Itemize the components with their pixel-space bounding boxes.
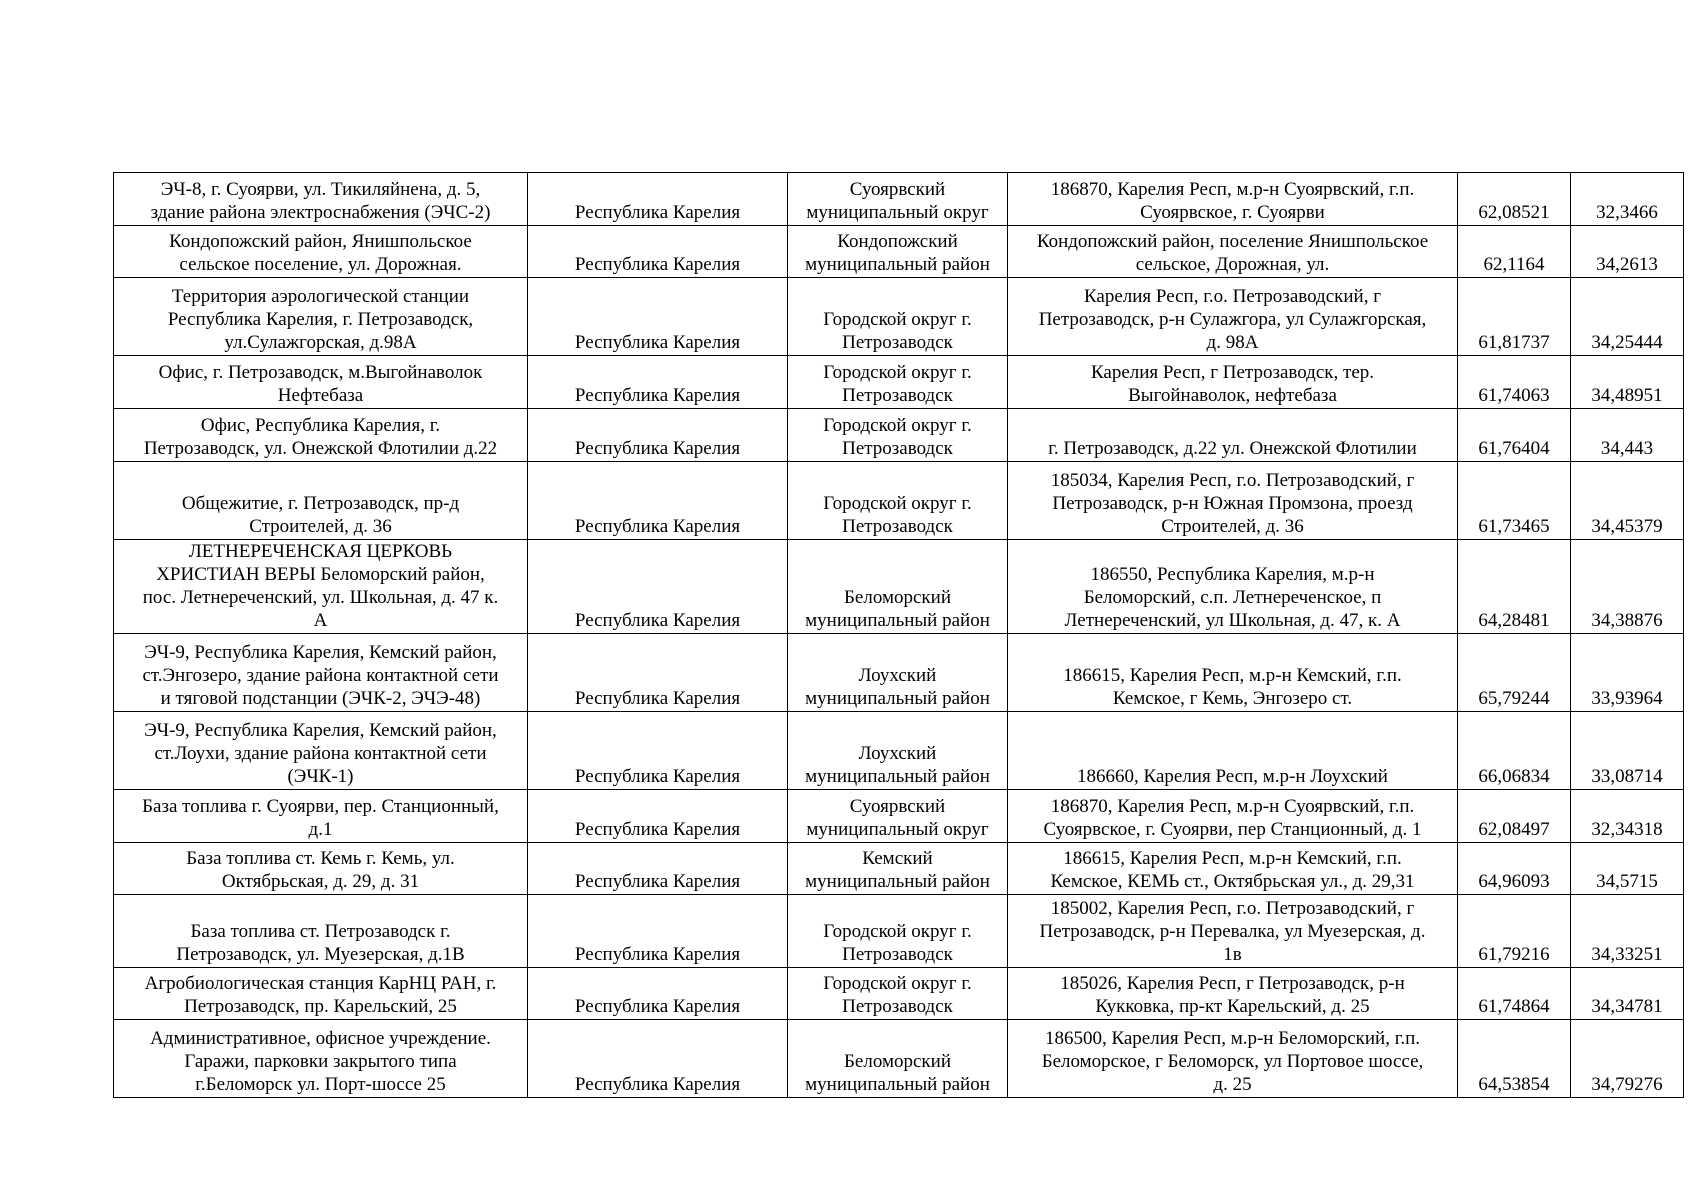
longitude-cell: 34,2613 <box>1571 226 1684 278</box>
facility-name-cell: ЛЕТНЕРЕЧЕНСКАЯ ЦЕРКОВЬ ХРИСТИАН ВЕРЫ Беломорский район, пос. Летнереченский, ул. Школьная, д. 47 к. А <box>114 540 528 634</box>
facility-name-cell: Административное, офисное учреждение. Гаражи, парковки закрытого типа г.Беломорск ул. Порт-шоссе 25 <box>114 1020 528 1098</box>
region-cell: Республика Карелия <box>528 712 788 790</box>
latitude-cell: 64,96093 <box>1458 843 1571 895</box>
latitude-cell: 61,76404 <box>1458 409 1571 462</box>
district-cell: Городской округ г. Петрозаводск <box>788 895 1008 968</box>
address-cell: 186870, Карелия Респ, м.р-н Суоярвский, г.п. Суоярвское, г. Суоярви <box>1008 173 1458 226</box>
latitude-cell: 61,73465 <box>1458 462 1571 540</box>
longitude-cell: 33,93964 <box>1571 634 1684 712</box>
table-row <box>114 712 1684 790</box>
facility-name-cell: Общежитие, г. Петрозаводск, пр-д Строителей, д. 36 <box>114 462 528 540</box>
longitude-cell: 33,08714 <box>1571 712 1684 790</box>
facilities-table <box>113 172 1684 1098</box>
district-cell: Городской округ г. Петрозаводск <box>788 462 1008 540</box>
district-cell: Суоярвский муниципальный округ <box>788 173 1008 226</box>
region-cell: Республика Карелия <box>528 409 788 462</box>
table-row <box>114 1020 1684 1098</box>
address-cell: 185026, Карелия Респ, г Петрозаводск, р-н Кукковка, пр-кт Карельский, д. 25 <box>1008 968 1458 1020</box>
address-cell: 186660, Карелия Респ, м.р-н Лоухский <box>1008 712 1458 790</box>
longitude-cell: 34,48951 <box>1571 356 1684 409</box>
longitude-cell: 34,25444 <box>1571 278 1684 356</box>
latitude-cell: 64,28481 <box>1458 540 1571 634</box>
facility-name-cell: База топлива г. Суоярви, пер. Станционный, д.1 <box>114 790 528 843</box>
table-row <box>114 843 1684 895</box>
longitude-cell: 34,38876 <box>1571 540 1684 634</box>
table-row <box>114 173 1684 226</box>
table-row <box>114 356 1684 409</box>
longitude-cell: 34,79276 <box>1571 1020 1684 1098</box>
latitude-cell: 61,74063 <box>1458 356 1571 409</box>
facility-name-cell: Агробиологическая станция КарНЦ РАН, г. Петрозаводск, пр. Карельский, 25 <box>114 968 528 1020</box>
facility-name-cell: ЭЧ-8, г. Суоярви, ул. Тикиляйнена, д. 5, здание района электроснабжения (ЭЧС-2) <box>114 173 528 226</box>
table-row <box>114 462 1684 540</box>
address-cell: Кондопожский район, поселение Янишпольское сельское, Дорожная, ул. <box>1008 226 1458 278</box>
latitude-cell: 62,08521 <box>1458 173 1571 226</box>
latitude-cell: 65,79244 <box>1458 634 1571 712</box>
facility-name-cell: ЭЧ-9, Республика Карелия, Кемский район, ст.Энгозеро, здание района контактной сети и тяговой подстанции (ЭЧК-2, ЭЧЭ-48) <box>114 634 528 712</box>
district-cell: Беломорский муниципальный район <box>788 540 1008 634</box>
district-cell: Кондопожский муниципальный район <box>788 226 1008 278</box>
district-cell: Беломорский муниципальный район <box>788 1020 1008 1098</box>
facility-name-cell: ЭЧ-9, Республика Карелия, Кемский район, ст.Лоухи, здание района контактной сети (ЭЧК-1) <box>114 712 528 790</box>
latitude-cell: 61,74864 <box>1458 968 1571 1020</box>
facility-name-cell: Офис, г. Петрозаводск, м.Выгойнаволок Нефтебаза <box>114 356 528 409</box>
address-cell: 186870, Карелия Респ, м.р-н Суоярвский, г.п. Суоярвское, г. Суоярви, пер Станционный, д. 1 <box>1008 790 1458 843</box>
longitude-cell: 32,3466 <box>1571 173 1684 226</box>
address-cell: 186500, Карелия Респ, м.р-н Беломорский, г.п. Беломорское, г Беломорск, ул Портовое шоссе, д. 25 <box>1008 1020 1458 1098</box>
facility-name-cell: База топлива ст. Кемь г. Кемь, ул. Октябрьская, д. 29, д. 31 <box>114 843 528 895</box>
facility-name-cell: Кондопожский район, Янишпольское сельское поселение, ул. Дорожная. <box>114 226 528 278</box>
table-row <box>114 634 1684 712</box>
region-cell: Республика Карелия <box>528 462 788 540</box>
region-cell: Республика Карелия <box>528 278 788 356</box>
district-cell: Лоухский муниципальный район <box>788 634 1008 712</box>
district-cell: Городской округ г. Петрозаводск <box>788 356 1008 409</box>
latitude-cell: 62,08497 <box>1458 790 1571 843</box>
facility-name-cell: Офис, Республика Карелия, г. Петрозаводск, ул. Онежской Флотилии д.22 <box>114 409 528 462</box>
address-cell: 186615, Карелия Респ, м.р-н Кемский, г.п. Кемское, г Кемь, Энгозеро ст. <box>1008 634 1458 712</box>
district-cell: Городской округ г. Петрозаводск <box>788 278 1008 356</box>
longitude-cell: 34,443 <box>1571 409 1684 462</box>
table-row <box>114 540 1684 634</box>
address-cell: 186550, Республика Карелия, м.р-н Беломорский, с.п. Летнереченское, п Летнереченский, ул Школьная, д. 47, к. А <box>1008 540 1458 634</box>
latitude-cell: 62,1164 <box>1458 226 1571 278</box>
address-cell: 185034, Карелия Респ, г.о. Петрозаводский, г Петрозаводск, р-н Южная Промзона, проезд Строителей, д. 36 <box>1008 462 1458 540</box>
district-cell: Городской округ г. Петрозаводск <box>788 968 1008 1020</box>
longitude-cell: 34,34781 <box>1571 968 1684 1020</box>
region-cell: Республика Карелия <box>528 790 788 843</box>
region-cell: Республика Карелия <box>528 895 788 968</box>
latitude-cell: 61,79216 <box>1458 895 1571 968</box>
table-row <box>114 895 1684 968</box>
region-cell: Республика Карелия <box>528 968 788 1020</box>
region-cell: Республика Карелия <box>528 226 788 278</box>
longitude-cell: 34,33251 <box>1571 895 1684 968</box>
longitude-cell: 34,5715 <box>1571 843 1684 895</box>
address-cell: г. Петрозаводск, д.22 ул. Онежской Флотилии <box>1008 409 1458 462</box>
longitude-cell: 32,34318 <box>1571 790 1684 843</box>
region-cell: Республика Карелия <box>528 356 788 409</box>
address-cell: 185002, Карелия Респ, г.о. Петрозаводский, г Петрозаводск, р-н Перевалка, ул Муезерская, д. 1в <box>1008 895 1458 968</box>
longitude-cell: 34,45379 <box>1571 462 1684 540</box>
table-row <box>114 226 1684 278</box>
facility-name-cell: Территория аэрологической станции Республика Карелия, г. Петрозаводск, ул.Сулажгорская, д.98А <box>114 278 528 356</box>
region-cell: Республика Карелия <box>528 540 788 634</box>
district-cell: Городской округ г. Петрозаводск <box>788 409 1008 462</box>
table-row <box>114 409 1684 462</box>
latitude-cell: 66,06834 <box>1458 712 1571 790</box>
region-cell: Республика Карелия <box>528 173 788 226</box>
table-row <box>114 968 1684 1020</box>
table-row <box>114 790 1684 843</box>
table-row <box>114 278 1684 356</box>
district-cell: Суоярвский муниципальный округ <box>788 790 1008 843</box>
region-cell: Республика Карелия <box>528 1020 788 1098</box>
latitude-cell: 61,81737 <box>1458 278 1571 356</box>
region-cell: Республика Карелия <box>528 634 788 712</box>
facility-name-cell: База топлива ст. Петрозаводск г. Петрозаводск, ул. Муезерская, д.1В <box>114 895 528 968</box>
district-cell: Кемский муниципальный район <box>788 843 1008 895</box>
address-cell: 186615, Карелия Респ, м.р-н Кемский, г.п. Кемское, КЕМЬ ст., Октябрьская ул., д. 29,31 <box>1008 843 1458 895</box>
district-cell: Лоухский муниципальный район <box>788 712 1008 790</box>
address-cell: Карелия Респ, г.о. Петрозаводский, г Петрозаводск, р-н Сулажгора, ул Сулажгорская, д. 98А <box>1008 278 1458 356</box>
region-cell: Республика Карелия <box>528 843 788 895</box>
address-cell: Карелия Респ, г Петрозаводск, тер. Выгойнаволок, нефтебаза <box>1008 356 1458 409</box>
latitude-cell: 64,53854 <box>1458 1020 1571 1098</box>
